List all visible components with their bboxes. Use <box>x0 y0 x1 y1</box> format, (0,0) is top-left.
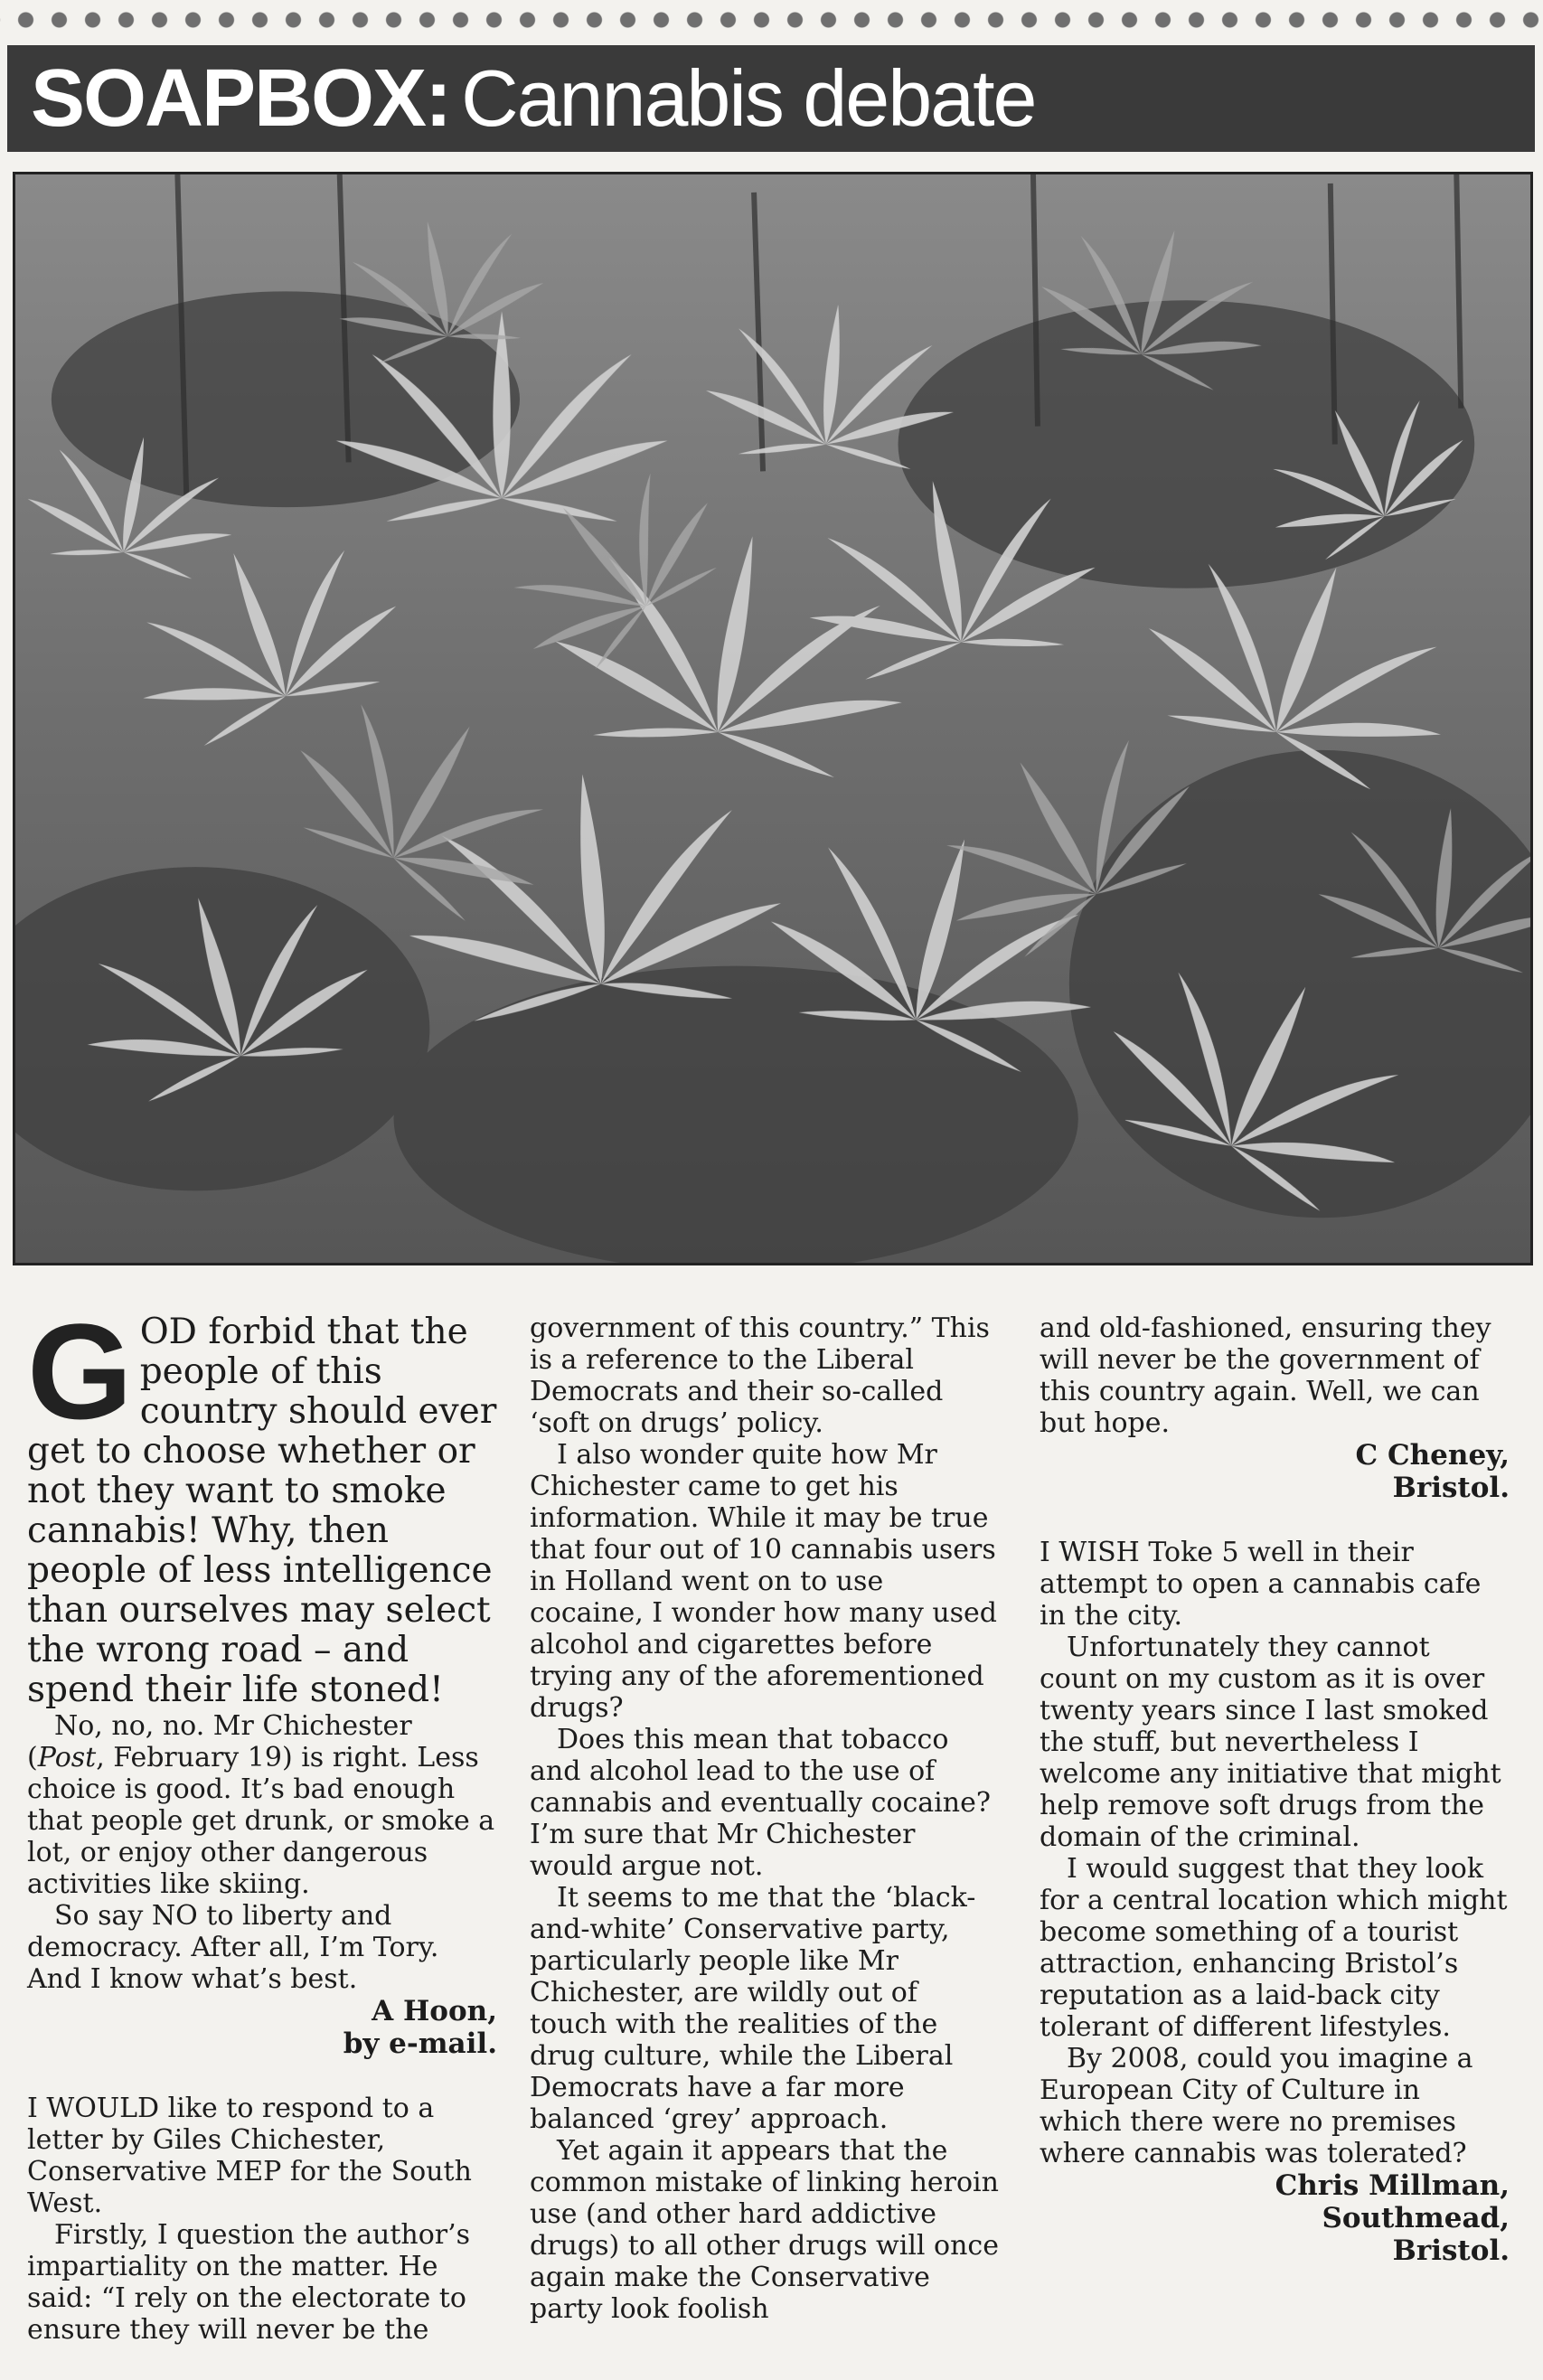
letter-paragraph: I WOULD like to respond to a letter by Giles Chichester, Conservative MEP for the South West. <box>27 2093 472 2219</box>
signature-name: C Cheney, <box>1355 1439 1510 1472</box>
letter-lead: OD forbid that the people of this country should ever get to choose whether or not they want to smoke cannabis! Why, then people of less intelligence than ourselves may select the wrong road – and spend their life stoned! <box>27 1312 497 1710</box>
column-1 <box>27 1295 497 2346</box>
signature-location: Bristol. <box>1392 1472 1510 1504</box>
letter-paragraph: It seems to me that the ‘black-and-white’ Conservative party, particularly people like Mr Chichester, are wildly out of touch with the realities of the drug culture, while the Liberal Democrats have a far more balanced ‘grey’ approach. <box>530 1882 976 2135</box>
signature-city: Bristol. <box>1392 2234 1510 2267</box>
letter-paragraph: By 2008, could you imagine a European City of Culture in which there were no premises where cannabis was tolerated? <box>1040 2043 1473 2169</box>
signature-name: A Hoon, <box>372 1995 497 2027</box>
section-kicker: SOAPBOX: <box>31 52 451 144</box>
letter-paragraph: I also wonder quite how Mr Chichester came to get his information. While it may be true that four out of 10 cannabis users in Holland went on to use cocaine, I wonder how many used alcohol and cigarettes before trying any of the aforementioned drugs? <box>530 1439 997 1724</box>
perforation-edge <box>0 4 1543 36</box>
letter-1 <box>27 1295 497 2060</box>
signature-name: Chris Millman, <box>1275 2169 1510 2202</box>
letter-paragraph: Yet again it appears that the common mistake of linking heroin use (and other hard addictive drugs) to all other drugs will once again make the Conservative party look foolish <box>530 2135 999 2325</box>
signature-location: Southmead, <box>1322 2202 1510 2234</box>
column-3 <box>1040 1312 1510 2267</box>
drop-cap: G <box>27 1295 133 1447</box>
column-2 <box>530 1312 1000 2325</box>
cannabis-plants-photo <box>13 172 1533 1265</box>
letter-paragraph: and old-fashioned, ensuring they will never be the government of this country again. Well, we can but hope. <box>1040 1312 1491 1439</box>
letter-paragraph: government of this country.” This is a reference to the Liberal Democrats and their so-called ‘soft on drugs’ policy. <box>530 1312 990 1439</box>
signature-location: by e-mail. <box>343 2027 497 2060</box>
letter-paragraph: I WISH Toke 5 well in their attempt to open a cannabis cafe in the city. <box>1040 1537 1482 1632</box>
letter-2-start <box>27 2093 497 2346</box>
cannabis-leaf-icon <box>15 174 1530 1263</box>
letter-3 <box>1040 1537 1510 2267</box>
section-banner <box>7 45 1535 152</box>
letter-paragraph: I would suggest that they look for a central location which might become something of a tourist attraction, enhancing Bristol’s reputation as a laid-back city tolerant of different lifestyles. <box>1040 1853 1508 2043</box>
section-subject: Cannabis debate <box>461 53 1036 143</box>
letter-paragraph: Does this mean that tobacco and alcohol lead to the use of cannabis and eventually cocaine? I’m sure that Mr Chichester would argue not. <box>530 1724 991 1882</box>
letter-paragraph: Unfortunately they cannot count on my custom as it is over twenty years since I last smoked the stuff, but nevertheless I welcome any initiative that might help remove soft drugs from the domain of the criminal. <box>1040 1632 1501 1853</box>
letter-paragraph: So say NO to liberty and democracy. After all, I’m Tory. And I know what’s best. <box>27 1900 439 1995</box>
letter-paragraph: No, no, no. Mr Chichester (Post, February 19) is right. Less choice is good. It’s bad enough that people get drunk, or smoke a lot, or enjoy other dangerous activities like skiing. <box>27 1710 495 1900</box>
letter-paragraph: Firstly, I question the author’s impartiality on the matter. He said: “I rely on the electorate to ensure they will never be the <box>27 2219 471 2346</box>
